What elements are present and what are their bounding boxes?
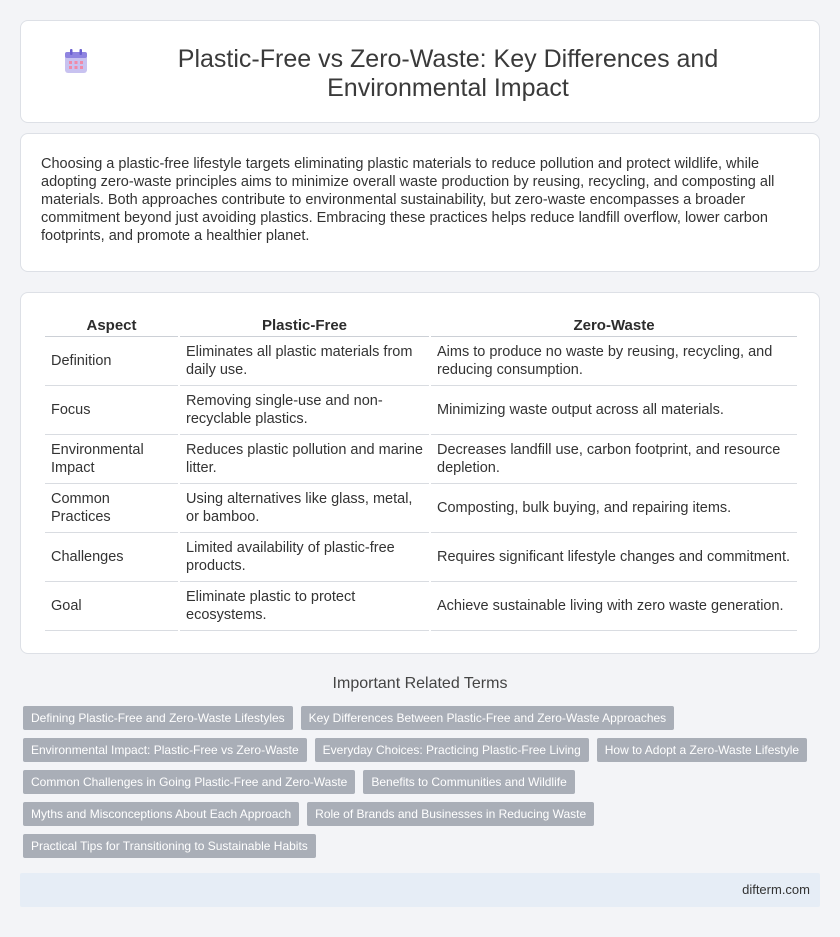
row-plastic-free: Using alternatives like glass, metal, or bamboo. (180, 484, 429, 533)
row-plastic-free: Reduces plastic pollution and marine litter. (180, 435, 429, 484)
table-row (45, 435, 797, 484)
row-zero-waste: Decreases landfill use, carbon footprint, and resource depletion. (431, 435, 797, 484)
row-aspect: Definition (45, 337, 178, 386)
related-term-link[interactable]: Practical Tips for Transitioning to Sustainable Habits (23, 834, 316, 858)
table-row (45, 386, 797, 435)
footer (20, 873, 820, 907)
header-zero-waste: Zero-Waste (431, 315, 797, 337)
related-terms-list (23, 706, 823, 858)
table-header-row (45, 315, 797, 337)
row-aspect: Common Practices (45, 484, 178, 533)
row-aspect: Goal (45, 582, 178, 631)
table-row (45, 582, 797, 631)
row-plastic-free: Limited availability of plastic-free products. (180, 533, 429, 582)
title-card (20, 20, 820, 123)
page-title: Plastic-Free vs Zero-Waste: Key Differences and Environmental Impact (177, 45, 719, 102)
row-aspect: Challenges (45, 533, 178, 582)
comparison-table (43, 315, 799, 631)
related-term-link[interactable]: How to Adopt a Zero-Waste Lifestyle (597, 738, 807, 762)
related-term-link[interactable]: Defining Plastic-Free and Zero-Waste Lifestyles (23, 706, 293, 730)
row-aspect: Environmental Impact (45, 435, 178, 484)
row-plastic-free: Eliminates all plastic materials from daily use. (180, 337, 429, 386)
table-row (45, 484, 797, 533)
calendar-icon (61, 46, 91, 76)
row-zero-waste: Aims to produce no waste by reusing, recycling, and reducing consumption. (431, 337, 797, 386)
related-term-link[interactable]: Environmental Impact: Plastic-Free vs Zero-Waste (23, 738, 307, 762)
related-term-link[interactable]: Everyday Choices: Practicing Plastic-Free Living (315, 738, 589, 762)
row-zero-waste: Achieve sustainable living with zero waste generation. (431, 582, 797, 631)
header-aspect: Aspect (45, 315, 178, 337)
row-plastic-free: Eliminate plastic to protect ecosystems. (180, 582, 429, 631)
row-zero-waste: Composting, bulk buying, and repairing items. (431, 484, 797, 533)
row-zero-waste: Requires significant lifestyle changes and commitment. (431, 533, 797, 582)
table-row (45, 337, 797, 386)
row-zero-waste: Minimizing waste output across all materials. (431, 386, 797, 435)
related-term-link[interactable]: Common Challenges in Going Plastic-Free and Zero-Waste (23, 770, 355, 794)
row-plastic-free: Removing single-use and non-recyclable plastics. (180, 386, 429, 435)
related-term-link[interactable]: Myths and Misconceptions About Each Approach (23, 802, 299, 826)
intro-card (20, 133, 820, 272)
related-term-link[interactable]: Key Differences Between Plastic-Free and Zero-Waste Approaches (301, 706, 675, 730)
footer-site-link[interactable]: difterm.com (742, 882, 810, 897)
header-plastic-free: Plastic-Free (180, 315, 429, 337)
intro-paragraph: Choosing a plastic-free lifestyle targets eliminating plastic materials to reduce pollution and protect wildlife, while adopting zero-waste principles aims to minimize overall waste production by reusing, recycling, and composting all materials. Both approaches contribute to environmental sustainability, but zero-waste encompasses a broader commitment beyond just avoiding plastics. Embracing these practices helps reduce landfill overflow, lower carbon footprints, and promote a healthier planet. (41, 156, 775, 244)
comparison-card (20, 292, 820, 654)
row-aspect: Focus (45, 386, 178, 435)
related-term-link[interactable]: Role of Brands and Businesses in Reducing Waste (307, 802, 594, 826)
related-term-link[interactable]: Benefits to Communities and Wildlife (363, 770, 574, 794)
table-row (45, 533, 797, 582)
related-terms-heading: Important Related Terms (332, 675, 508, 692)
